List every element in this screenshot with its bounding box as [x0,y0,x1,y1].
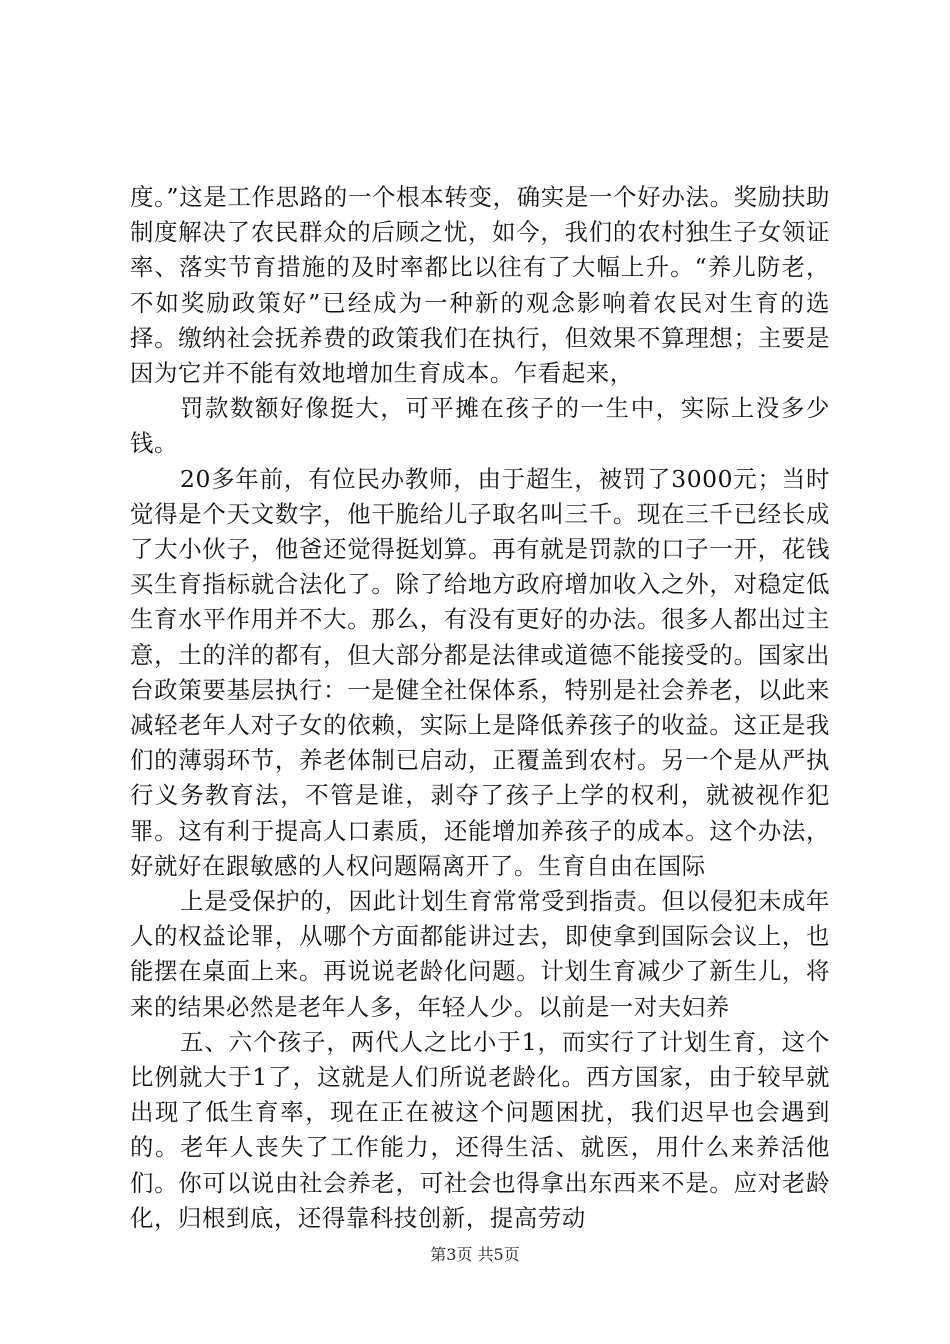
paragraph-3: 20多年前，有位民办教师，由于超生，被罚了3000元；当时觉得是个天文数字，他干脆给儿子取名叫三千。现在三千已经长成了大小伙子，他爸还觉得挺划算。再有就是罚款的口子一开，花钱买生育指标就合法化了。除了给地方政府增加收入之外，对稳定低生育水平作用并不大。那么，有没有更好的办法。很多人都出过主意，土的洋的都有，但大部分都是法律或道德不能接受的。国家出台政策要基层执行：一是健全社保体系，特别是社会养老，以此来减轻老年人对子女的依赖，实际上是降低养孩子的收益。这正是我们的薄弱环节，养老体制已启动，正覆盖到农村。另一个是从严执行义务教育法，不管是谁，剥夺了孩子上学的权利，就被视作犯罪。这有利于提高人口素质，还能增加养孩子的成本。这个办法，好就好在跟敏感的人权问题隔离开了。生育自由在国际 [130,464,830,880]
paragraph-1: 度。”这是工作思路的一个根本转变，确实是一个好办法。奖励扶助制度解决了农民群众的后顾之忧，如今，我们的农村独生子女领证率、落实节育措施的及时率都比以往有了大幅上升。“养儿防老，不如奖励政策好”已经成为一种新的观念影响着农民对生育的选择。缴纳社会抚养费的政策我们在执行，但效果不算理想；主要是因为它并不能有效地增加生育成本。乍看起来， [130,183,830,388]
page-number-footer: 第3页 共5页 [430,1245,520,1264]
paragraph-2: 罚款数额好像挺大，可平摊在孩子的一生中，实际上没多少钱。 [130,394,830,458]
paragraph-5: 五、六个孩子，两代人之比小于1，而实行了计划生育，这个比例就大于1了，这就是人们所说老龄化。西方国家，由于较早就出现了低生育率，现在正在被这个问题困扰，我们迟早也会遇到的。老年人丧失了工作能力，还得生活、就医，用什么来养活他们。你可以说由社会养老，可社会也得拿出东西来不是。应对老龄化，归根到底，还得靠科技创新，提高劳动 [130,1027,830,1232]
paragraph-4: 上是受保护的，因此计划生育常常受到指责。但以侵犯未成年人的权益论罪，从哪个方面都能讲过去，即使拿到国际会议上，也能摆在桌面上来。再说说老龄化问题。计划生育减少了新生儿，将来的结果必然是老年人多，年轻人少。以前是一对夫妇养 [130,887,830,1021]
body-text [130,180,830,1236]
